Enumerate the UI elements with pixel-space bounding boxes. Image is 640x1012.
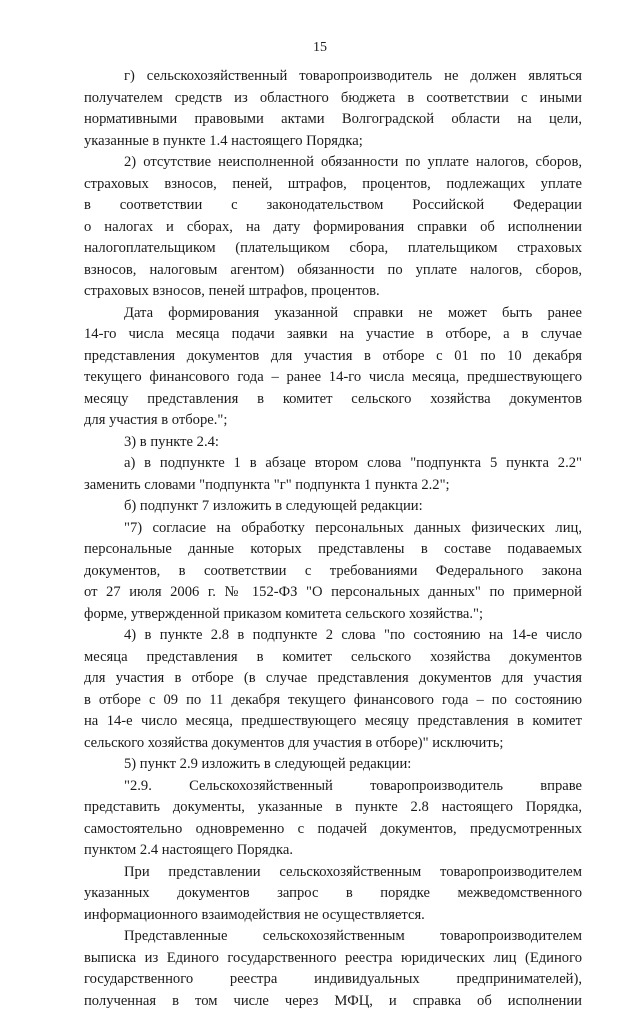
- text-line: в отборе с 09 по 11 декабря текущего финансового года – по состоянию: [84, 690, 582, 712]
- text-line: страховых взносов, пеней, штрафов, процентов, подлежащих уплате: [84, 174, 582, 196]
- text-line: 14-го числа месяца подачи заявки на участие в отборе, а в случае: [84, 324, 582, 346]
- text-line: для участия в отборе.";: [84, 410, 582, 432]
- text-line: "7) согласие на обработку персональных данных физических лиц,: [84, 518, 582, 540]
- text-line: месяца представления в комитет сельского хозяйства документов: [84, 647, 582, 669]
- page-number: 15: [0, 40, 640, 56]
- text-line: месяцу представления в комитет сельского хозяйства документов: [84, 389, 582, 411]
- text-line: б) подпункт 7 изложить в следующей редакции:: [84, 496, 582, 518]
- text-line: текущего финансового года – ранее 14-го числа месяца, предшествующего: [84, 367, 582, 389]
- text-line: в соответствии с законодательством Российской Федерации: [84, 195, 582, 217]
- text-line: указанных документов запрос в порядке межведомственного: [84, 883, 582, 905]
- text-line: государственного реестра индивидуальных предпринимателей),: [84, 969, 582, 991]
- text-line: 5) пункт 2.9 изложить в следующей редакции:: [84, 754, 582, 776]
- text-line: самостоятельно одновременно с подачей документов, предусмотренных: [84, 819, 582, 841]
- text-line: 4) в пункте 2.8 в подпункте 2 слова "по состоянию на 14-е число: [84, 625, 582, 647]
- text-line: налогоплательщиком (плательщиком сбора, плательщиком страховых: [84, 238, 582, 260]
- text-line: пунктом 2.4 настоящего Порядка.: [84, 840, 582, 862]
- text-line: форме, утвержденной приказом комитета сельского хозяйства.";: [84, 604, 582, 626]
- text-line: представления документов для участия в отборе с 01 по 10 декабря: [84, 346, 582, 368]
- text-line: нормативными правовыми актами Волгоградской области на цели,: [84, 109, 582, 131]
- text-line: сельского хозяйства документов для участия в отборе)" исключить;: [84, 733, 582, 755]
- text-line: полученная в том числе через МФЦ, и справка об исполнении: [84, 991, 582, 1012]
- text-line: информационного взаимодействия не осуществляется.: [84, 905, 582, 927]
- text-line: взносов, налоговым агентом) обязанности по уплате налогов, сборов,: [84, 260, 582, 282]
- text-line: 3) в пункте 2.4:: [84, 432, 582, 454]
- text-line: для участия в отборе (в случае представления документов для участия: [84, 668, 582, 690]
- text-line: получателем средств из областного бюджета в соответствии с иными: [84, 88, 582, 110]
- text-line: о налогах и сборах, на дату формирования справки об исполнении: [84, 217, 582, 239]
- text-line: от 27 июля 2006 г. № 152-ФЗ "О персональных данных" по примерной: [84, 582, 582, 604]
- text-line: представить документы, указанные в пункте 2.8 настоящего Порядка,: [84, 797, 582, 819]
- text-line: заменить словами "подпункта "г" подпункта 1 пункта 2.2";: [84, 475, 582, 497]
- text-line: Представленные сельскохозяйственным товаропроизводителем: [84, 926, 582, 948]
- text-line: на 14-е число месяца, предшествующего месяцу представления в комитет: [84, 711, 582, 733]
- text-line: При представлении сельскохозяйственным товаропроизводителем: [84, 862, 582, 884]
- text-line: выписка из Единого государственного реестра юридических лиц (Единого: [84, 948, 582, 970]
- text-line: "2.9. Сельскохозяйственный товаропроизводитель вправе: [84, 776, 582, 798]
- text-line: Дата формирования указанной справки не может быть ранее: [84, 303, 582, 325]
- text-line: 2) отсутствие неисполненной обязанности по уплате налогов, сборов,: [84, 152, 582, 174]
- text-line: г) сельскохозяйственный товаропроизводитель не должен являться: [84, 66, 582, 88]
- text-line: указанные в пункте 1.4 настоящего Порядка;: [84, 131, 582, 153]
- text-line: страховых взносов, пеней штрафов, процентов.: [84, 281, 582, 303]
- text-line: а) в подпункте 1 в абзаце втором слова "подпункта 5 пункта 2.2": [84, 453, 582, 475]
- text-line: персональные данные которых представлены в составе подаваемых: [84, 539, 582, 561]
- text-line: документов, в соответствии с требованиями Федерального закона: [84, 561, 582, 583]
- document-body: [84, 66, 582, 1012]
